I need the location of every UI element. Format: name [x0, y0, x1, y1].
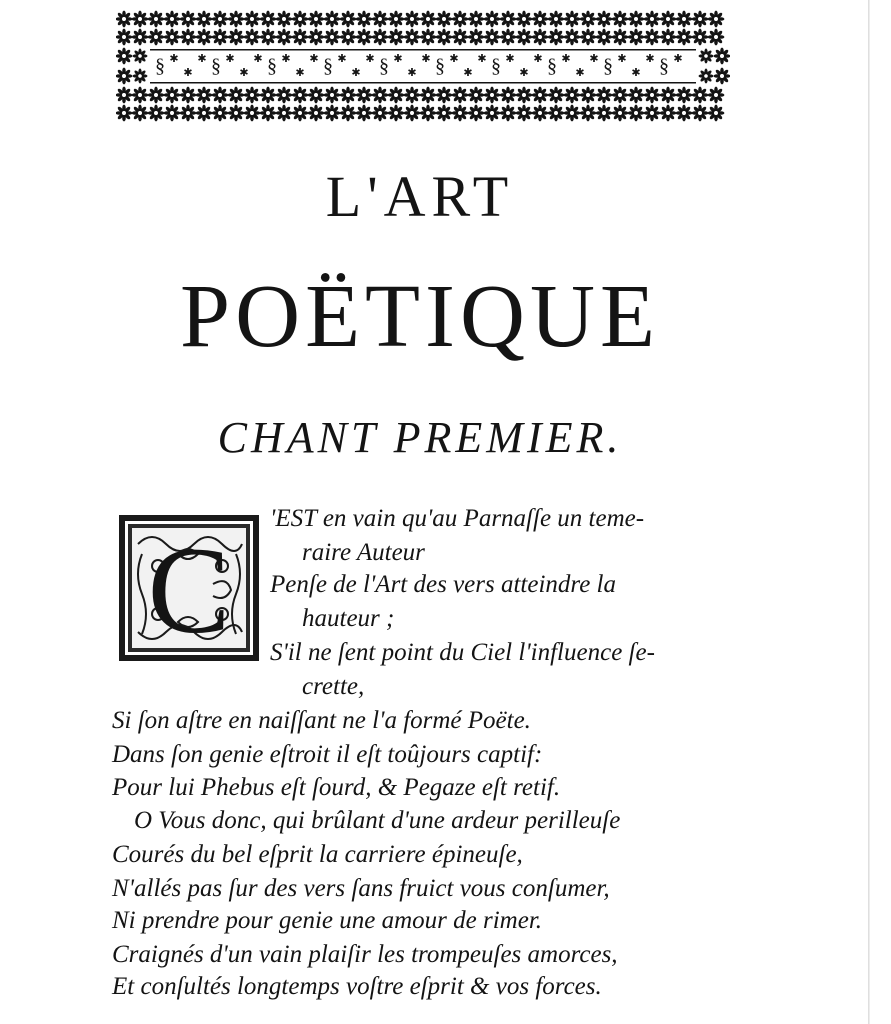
svg-text:✱: ✱	[645, 52, 655, 65]
verse-line-3: Penſe de l'Art des vers atteindre la	[270, 571, 616, 598]
verse-line-15: Et conſultés longtemps voſtre eſprit & vos forces.	[112, 973, 602, 1000]
verse-line-12: N'allés pas ſur des vers ſans fruict vous conſumer,	[112, 875, 610, 902]
decorated-initial-icon	[118, 514, 260, 662]
verse-line-1: 'EST en vain qu'au Parnaſſe un teme-	[270, 505, 645, 532]
svg-text:✱: ✱	[575, 66, 585, 79]
svg-text:✱: ✱	[421, 52, 431, 65]
svg-text:✱: ✱	[351, 66, 361, 79]
verse-line-14: Craignés d'un vain plaiſir les trompeuſes amorces,	[112, 941, 618, 968]
svg-text:§: §	[547, 55, 557, 77]
svg-text:§: §	[155, 55, 165, 77]
svg-text:✱: ✱	[505, 52, 515, 65]
svg-text:✱: ✱	[407, 66, 417, 79]
verse-line-13: Ni prendre pour genie une amour de rimer.	[112, 907, 543, 934]
title-line-1: L'ART	[325, 164, 515, 229]
verse-line-7: Si ſon aſtre en naiſſant ne l'a formé Poëte.	[112, 707, 531, 734]
svg-text:§: §	[491, 55, 501, 77]
verse-line-4: hauteur ;	[302, 605, 395, 632]
svg-text:✱: ✱	[449, 52, 459, 65]
svg-text:§: §	[267, 55, 277, 77]
svg-text:✱: ✱	[477, 52, 487, 65]
svg-text:✱: ✱	[239, 66, 249, 79]
svg-text:§: §	[435, 55, 445, 77]
chant-heading: CHANT PREMIER.	[217, 413, 623, 462]
verse-line-9: Pour lui Phebus eſt ſourd, & Pegaze eſt retif.	[112, 774, 561, 801]
svg-text:✱: ✱	[197, 52, 207, 65]
svg-text:✱: ✱	[365, 52, 375, 65]
svg-text:✱: ✱	[631, 66, 641, 79]
title-line-2: POËTIQUE	[180, 267, 660, 366]
svg-text:✱: ✱	[337, 52, 347, 65]
verse-line-2: raire Auteur	[302, 539, 425, 566]
svg-text:✱: ✱	[673, 52, 683, 65]
svg-text:✱: ✱	[589, 52, 599, 65]
svg-text:✱: ✱	[309, 52, 319, 65]
svg-text:✱: ✱	[225, 52, 235, 65]
verse-line-6: crette,	[302, 673, 365, 700]
svg-text:§: §	[603, 55, 613, 77]
verse-line-8: Dans ſon genie eſtroit il eſt toûjours captif:	[112, 741, 543, 768]
svg-text:✱: ✱	[253, 52, 263, 65]
dropcap-letter: C	[147, 522, 231, 659]
svg-text:✱: ✱	[281, 52, 291, 65]
svg-text:✱: ✱	[561, 52, 571, 65]
fleuron-band-icon	[116, 10, 730, 122]
svg-text:✱: ✱	[463, 66, 473, 79]
page-edge	[868, 0, 870, 1024]
verse-line-5: S'il ne ſent point du Ciel l'influence ſe-	[270, 639, 655, 666]
svg-text:✱: ✱	[533, 52, 543, 65]
svg-text:✱: ✱	[617, 52, 627, 65]
svg-text:§: §	[659, 55, 669, 77]
svg-text:§: §	[379, 55, 389, 77]
svg-text:✱: ✱	[519, 66, 529, 79]
svg-text:✱: ✱	[295, 66, 305, 79]
svg-text:✱: ✱	[183, 66, 193, 79]
svg-text:✱: ✱	[169, 52, 179, 65]
svg-text:§: §	[323, 55, 333, 77]
verse-line-10: O Vous donc, qui brûlant d'une ardeur perilleuſe	[134, 807, 621, 834]
verse-line-11: Courés du bel eſprit la carriere épineuſe,	[112, 841, 523, 868]
svg-text:§: §	[211, 55, 221, 77]
svg-text:✱: ✱	[393, 52, 403, 65]
